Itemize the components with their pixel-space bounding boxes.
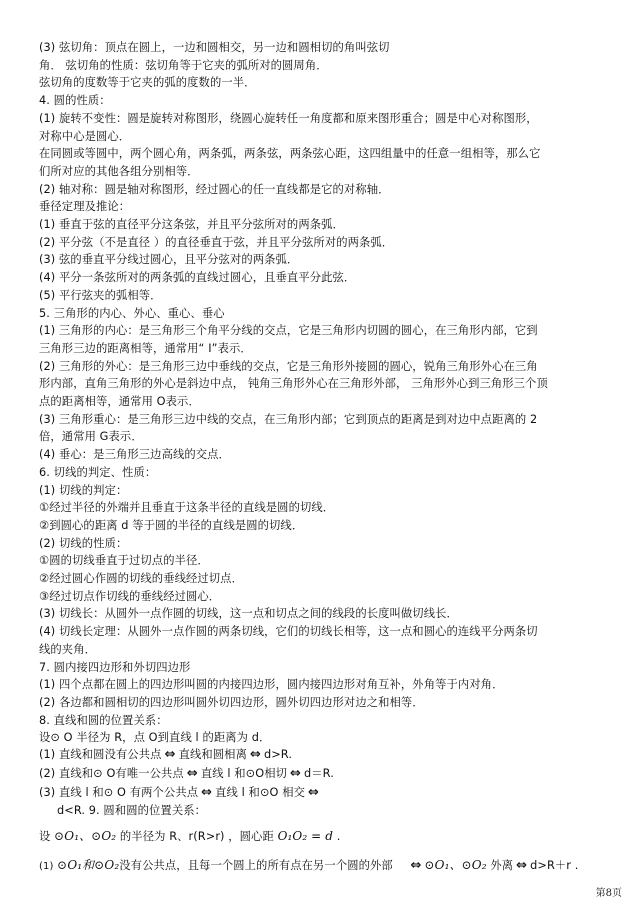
relation-line-2 (39, 766, 626, 781)
relation-formula: d>R. (263, 748, 293, 761)
relation-formula: d＝R. (304, 767, 334, 780)
equivalence-arrow-icon: ⇔ (410, 858, 422, 873)
text-line: (2) 切线的性质： (39, 536, 128, 550)
relation-line-d: d<R. 9. 圆和圆的位置关系： (57, 804, 207, 817)
relation-line-3 (39, 785, 626, 800)
text-line: 在同圆或等圆中，两个圆心角，两条弧，两条弦，两条弦心距，这四组量中的任意一组相等，那么它 (39, 147, 541, 161)
relation-name: 直线 l 和⊙O 相交 (215, 786, 305, 799)
math-circles: ⊙O₁、⊙O₂ (424, 858, 487, 872)
text-fragment: 没有公共点，且每一个圆上的所有点在另一个圆的外部 (119, 859, 393, 872)
text-line: (2) 三角形的外心：是三角形三边中垂线的交点，它是三角形外接圆的圆心，锐角三角形外心在三角 (39, 359, 538, 373)
text-line: (1) 垂直于弦的直径平分这条弦，并且平分弦所对的两条弧． (39, 218, 344, 231)
text-line: ②经过圆心作圆的切线的垂线经过切点． (39, 572, 243, 585)
equivalence-arrow-icon: ⇔ (186, 766, 198, 781)
text-line: ②到圆心的距离 d 等于圆的半径的直线是圆的切线． (39, 518, 304, 532)
text-line: 弦切角的度数等于它夹的弧的度数的一半． (39, 76, 256, 90)
text-line: 角． 弦切角的性质：弦切角等于它夹的弧所对的圆周角． (39, 58, 328, 72)
text-line: (4) 平分一条弦所对的两条弧的直线过圆心，且垂直平分此弦． (39, 271, 356, 285)
equivalence-arrow-icon: ⇔ (201, 785, 213, 800)
text-line: 对称中心是圆心． (39, 129, 131, 143)
text-line: 倍，通常用 G表示． (39, 430, 143, 444)
text-line: (4) 垂心：是三角形三边高线的交点． (39, 448, 230, 462)
text-line: 5. 三角形的内心、外心、重心、垂心 (39, 306, 225, 320)
text-line: (3) 弦切角：顶点在圆上，一边和圆相交，另一边和圆相切的角叫弦切 (39, 41, 390, 54)
relation-condition: (3) 直线 l 和⊙ O 有两个公共点 (39, 786, 199, 799)
text-line: (1) 旋转不变性：圆是旋转对称图形，绕圆心旋转任一角度都和原来图形重合；圆是中心对称图形， (39, 111, 538, 125)
relation-condition: (1) 直线和圆没有公共点 (39, 748, 162, 761)
text-line: 6. 切线的判定、性质： (39, 465, 157, 479)
page-number: 第8页 (595, 888, 622, 899)
text-line: (3) 三角形重心：是三角形三边中线的交点，在三角形内部；它到顶点的距离是到对边中点距离的 2 (39, 412, 538, 426)
text-line: (3) 切线长：从圆外一点作圆的切线，这一点和切点之间的线段的长度叫做切线长． (39, 607, 458, 621)
text-line: (1) 切线的判定： (39, 483, 128, 497)
equivalence-arrow-icon: ⇔ (516, 858, 528, 873)
text-line: 7. 圆内接四边形和外切四边形 (39, 660, 191, 674)
math-center-distance: O₁O₂ = d (277, 829, 334, 843)
text-fragment: (1) (39, 861, 54, 872)
text-line: 设⊙ O 半径为 R，点 O到直线 l 的距离为 d． (39, 731, 271, 745)
text-line: ①经过半径的外端并且垂直于这条半径的直线是圆的切线． (39, 501, 335, 515)
relation-name: 直线 l 和⊙O相切 (200, 767, 287, 780)
relation-condition: (2) 直线和⊙ O有唯一公共点 (39, 767, 184, 780)
text-line: 4. 圆的性质： (39, 94, 111, 108)
text-fragment: 的半径为 R、r(R>r) ，圆心距 (119, 830, 274, 843)
relation-line-1 (39, 747, 626, 762)
circle-setup-line (39, 829, 626, 844)
text-line: ①圆的切线垂直于过切点的半径． (39, 554, 209, 568)
equivalence-arrow-icon: ⇔ (249, 747, 261, 762)
text-line: (5) 平行弦夹的弧相等． (39, 288, 162, 302)
text-fragment: . (336, 830, 341, 843)
relation-name: 直线和圆相离 (178, 748, 247, 761)
text-line: 三角形三边的距离相等，通常用“ I”表示． (39, 341, 252, 355)
text-fragment: 外离 (490, 859, 514, 872)
case-1-line (39, 858, 626, 874)
text-line: (2) 轴对称：圆是轴对称图形，经过圆心的任一直线都是它的对称轴． (39, 182, 390, 196)
text-line: 形内部，直角三角形的外心是斜边中点， 钝角三角形外心在三角形外部， 三角形外心到三角形三个顶 (39, 377, 548, 391)
text-line: 点的距离相等，通常用 O表示． (39, 395, 200, 408)
text-fragment: 设 (39, 830, 51, 843)
text-line: (4) 切线长定理：从圆外一点作圆的两条切线，它们的切线长相等，这一点和圆心的连线平分两条切 (39, 625, 538, 639)
text-line: (2) 各边都和圆相切的四边形叫圆外切四边形，圆外切四边形对边之和相等． (39, 695, 424, 709)
math-circles: ⊙O₁、⊙O₂ (54, 829, 117, 843)
text-line: ③经过切点作切线的垂线经过圆心． (39, 589, 221, 603)
text-line: 们所对应的其他各组分别相等． (39, 164, 199, 178)
text-line: (3) 弦的垂直平分线过圆心，且平分弦对的两条弧． (39, 253, 299, 267)
equivalence-arrow-icon: ⇔ (164, 747, 176, 762)
text-line: (1) 三角形的内心：是三角形三个角平分线的交点，它是三角形内切圆的圆心，在三角形内部，它到 (39, 324, 538, 338)
text-line: 线的夹角． (39, 642, 96, 656)
equivalence-arrow-icon: ⇔ (290, 766, 301, 781)
text-line: (2) 平分弦（不是直径 ）的直径垂直于弦，并且平分弦所对的两条弧． (39, 235, 394, 249)
text-fragment: d>R＋r . (530, 859, 579, 872)
text-line: (1) 四个点都在圆上的四边形叫圆的内接四边形，圆内接四边形对角互补，外角等于内对角． (39, 678, 504, 692)
text-line: 8. 直线和圆的位置关系： (39, 713, 168, 727)
text-line: 垂径定理及推论： (39, 200, 131, 214)
math-circles: ⊙O₁和⊙O₂ (57, 858, 120, 872)
equivalence-arrow-icon: ⇔ (308, 785, 319, 800)
